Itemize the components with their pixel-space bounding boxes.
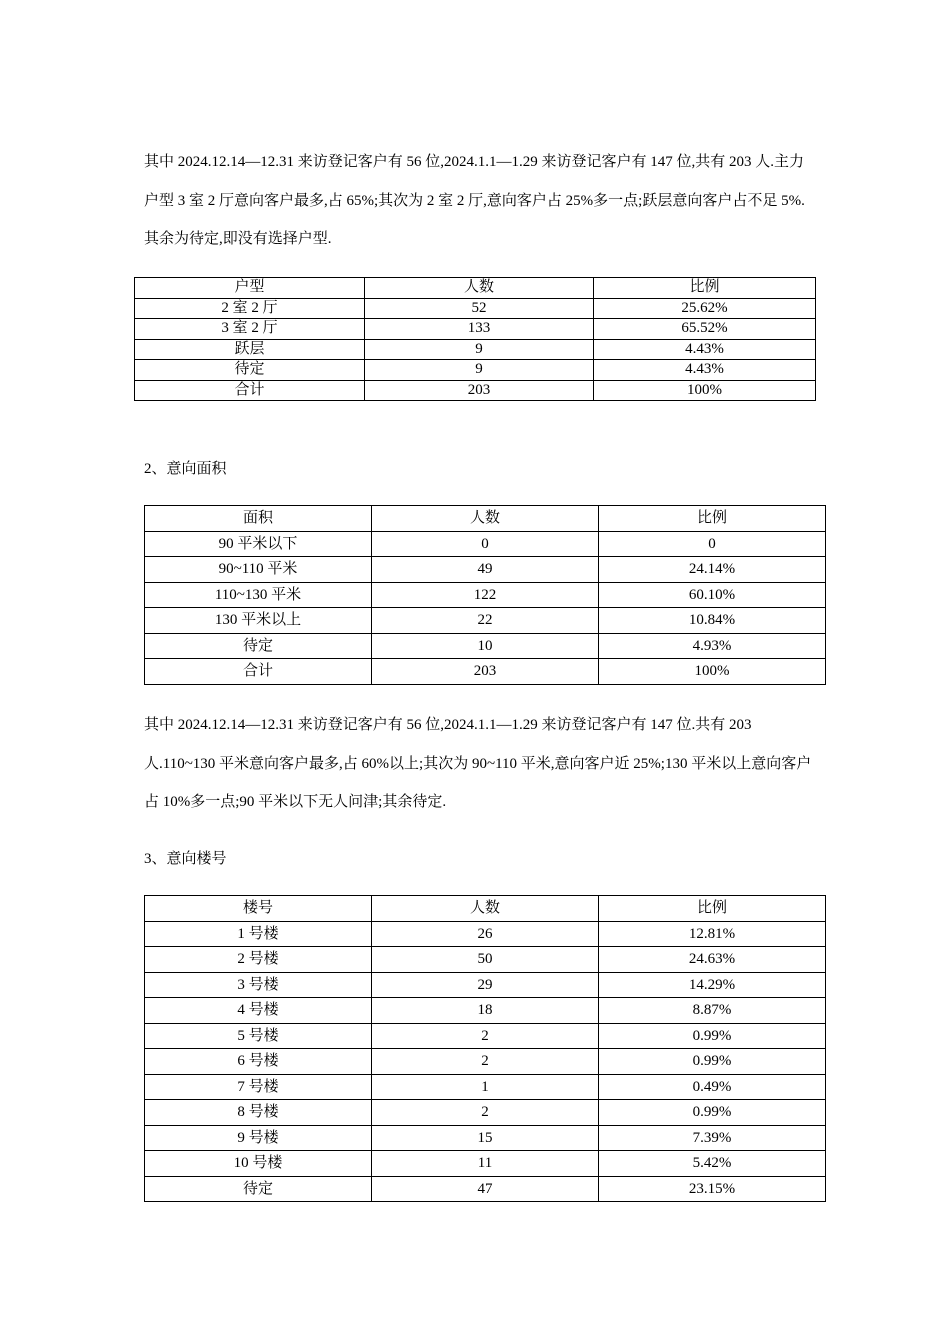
table-cell: 100% — [594, 380, 816, 401]
table-cell: 203 — [365, 380, 594, 401]
table-cell: 0.99% — [599, 1100, 826, 1126]
table-row — [145, 633, 826, 659]
table-cell: 合计 — [145, 659, 372, 685]
header-cell: 比例 — [599, 506, 826, 532]
table-cell: 10 号楼 — [145, 1151, 372, 1177]
table-cell: 0.99% — [599, 1023, 826, 1049]
table-cell: 3 室 2 厅 — [135, 319, 365, 340]
table-row — [135, 298, 816, 319]
table-cell: 90 平米以下 — [145, 531, 372, 557]
table-cell: 14.29% — [599, 972, 826, 998]
table-cell: 4.43% — [594, 339, 816, 360]
table-cell: 110~130 平米 — [145, 582, 372, 608]
table-cell: 50 — [372, 947, 599, 973]
table-cell: 10 — [372, 633, 599, 659]
table-cell: 25.62% — [594, 298, 816, 319]
table-cell: 8.87% — [599, 998, 826, 1024]
table-cell: 2 — [372, 1023, 599, 1049]
table-cell: 4.43% — [594, 360, 816, 381]
header-cell: 比例 — [599, 896, 826, 922]
table-cell: 待定 — [145, 633, 372, 659]
table-cell: 待定 — [135, 360, 365, 381]
table-row — [145, 1074, 826, 1100]
table-row — [145, 1023, 826, 1049]
table-cell: 待定 — [145, 1176, 372, 1202]
table-cell: 52 — [365, 298, 594, 319]
table-cell: 跃层 — [135, 339, 365, 360]
table-row — [145, 1049, 826, 1075]
table-cell: 2 — [372, 1049, 599, 1075]
table-cell: 2 号楼 — [145, 947, 372, 973]
table-cell: 122 — [372, 582, 599, 608]
table-row — [145, 1100, 826, 1126]
table-row — [145, 557, 826, 583]
table-row — [145, 1151, 826, 1177]
table-cell: 60.10% — [599, 582, 826, 608]
section-heading-area: 2、意向面积 — [144, 461, 227, 477]
table-cell: 47 — [372, 1176, 599, 1202]
table-row — [145, 1176, 826, 1202]
table-cell: 9 — [365, 360, 594, 381]
table-cell: 11 — [372, 1151, 599, 1177]
table-cell: 0 — [372, 531, 599, 557]
table-header-row — [145, 506, 826, 532]
table-row — [135, 339, 816, 360]
table-cell: 18 — [372, 998, 599, 1024]
table-cell: 203 — [372, 659, 599, 685]
table-cell: 26 — [372, 921, 599, 947]
table-cell: 29 — [372, 972, 599, 998]
table-cell: 133 — [365, 319, 594, 340]
table-cell: 12.81% — [599, 921, 826, 947]
table-cell: 2 — [372, 1100, 599, 1126]
table-row — [145, 659, 826, 685]
table-row — [145, 1125, 826, 1151]
table-cell: 9 号楼 — [145, 1125, 372, 1151]
header-cell: 人数 — [372, 506, 599, 532]
table-cell: 9 — [365, 339, 594, 360]
summary-paragraph-unit-type: 其中 2024.12.14—12.31 来访登记客户有 56 位,2024.1.1—1.29 来访登记客户有 147 位,共有 203 人.主力户型 3 室 2 厅意向客户最多,占 65%;其次为 2 室 2 厅,意向客户占 25%多一点;跃层意向客户占不足 5%.其余为待定,即没有选择户型. — [144, 154, 805, 247]
area-table — [144, 505, 826, 685]
table-cell: 49 — [372, 557, 599, 583]
table-cell: 130 平米以上 — [145, 608, 372, 634]
table-cell: 3 号楼 — [145, 972, 372, 998]
header-cell: 户型 — [135, 278, 365, 299]
table-row — [145, 921, 826, 947]
table-row — [135, 360, 816, 381]
table-cell: 7 号楼 — [145, 1074, 372, 1100]
table-cell: 4.93% — [599, 633, 826, 659]
table-cell: 23.15% — [599, 1176, 826, 1202]
header-cell: 人数 — [365, 278, 594, 299]
table-cell: 100% — [599, 659, 826, 685]
table-row — [145, 998, 826, 1024]
table-cell: 0.99% — [599, 1049, 826, 1075]
table-row — [145, 972, 826, 998]
table-row — [145, 608, 826, 634]
table-row — [145, 531, 826, 557]
table-cell: 7.39% — [599, 1125, 826, 1151]
header-cell: 楼号 — [145, 896, 372, 922]
header-cell: 比例 — [594, 278, 816, 299]
table-cell: 24.14% — [599, 557, 826, 583]
building-table — [144, 895, 826, 1202]
table-cell: 65.52% — [594, 319, 816, 340]
table-row — [145, 947, 826, 973]
table-cell: 5 号楼 — [145, 1023, 372, 1049]
table-header-row — [145, 896, 826, 922]
table-cell: 合计 — [135, 380, 365, 401]
table-header-row — [135, 278, 816, 299]
table-cell: 22 — [372, 608, 599, 634]
table-cell: 6 号楼 — [145, 1049, 372, 1075]
summary-paragraph-area: 其中 2024.12.14—12.31 来访登记客户有 56 位,2024.1.1—1.29 来访登记客户有 147 位.共有 203 人.110~130 平米意向客户最多,占 60%以上;其次为 90~110 平米,意向客户近 25%;130 平米以上意向客户占 10%多一点;90 平米以下无人问津;其余待定. — [144, 717, 812, 810]
table-cell: 0.49% — [599, 1074, 826, 1100]
table-row — [145, 582, 826, 608]
table-cell: 2 室 2 厅 — [135, 298, 365, 319]
table-cell: 8 号楼 — [145, 1100, 372, 1126]
table-row — [135, 380, 816, 401]
table-cell: 15 — [372, 1125, 599, 1151]
table-cell: 90~110 平米 — [145, 557, 372, 583]
table-cell: 5.42% — [599, 1151, 826, 1177]
table-cell: 0 — [599, 531, 826, 557]
table-cell: 10.84% — [599, 608, 826, 634]
table-cell: 1 — [372, 1074, 599, 1100]
table-cell: 24.63% — [599, 947, 826, 973]
header-cell: 面积 — [145, 506, 372, 532]
section-heading-building: 3、意向楼号 — [144, 851, 227, 867]
header-cell: 人数 — [372, 896, 599, 922]
table-cell: 4 号楼 — [145, 998, 372, 1024]
table-cell: 1 号楼 — [145, 921, 372, 947]
table-row — [135, 319, 816, 340]
unit-type-table — [134, 277, 816, 401]
